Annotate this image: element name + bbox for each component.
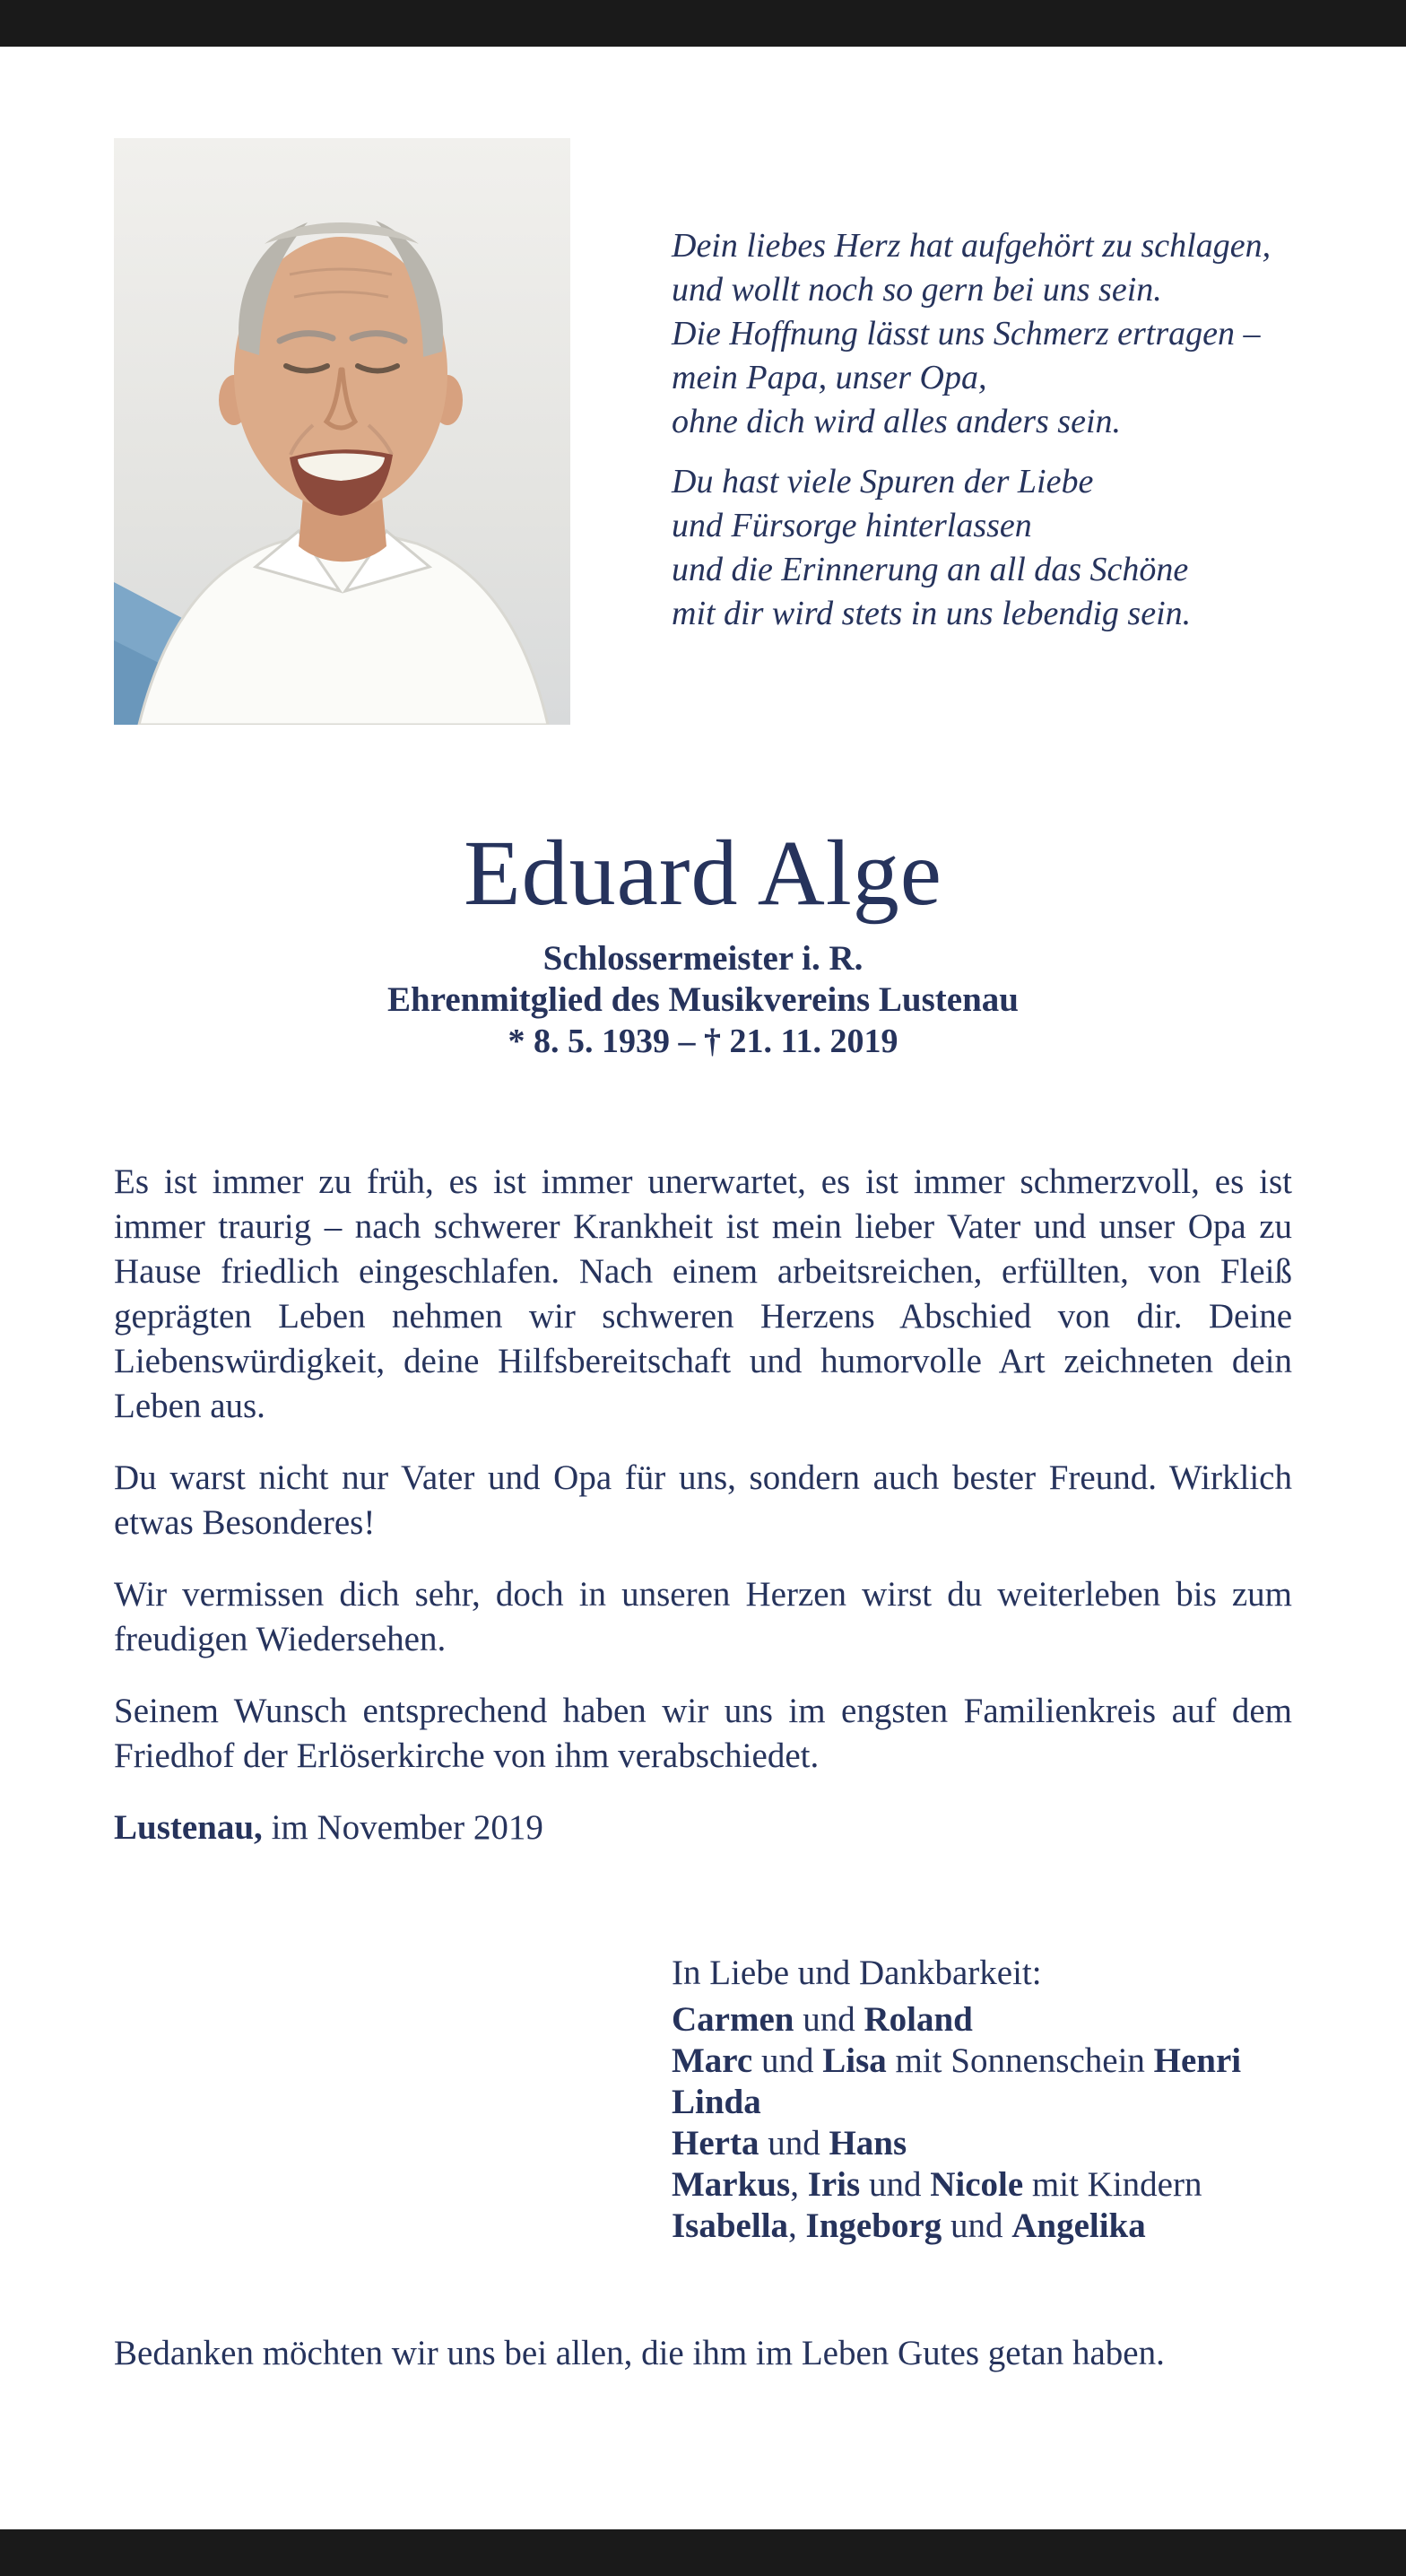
portrait-photo (114, 138, 570, 725)
text-segment: Angelika (1011, 2206, 1146, 2246)
text-segment: Iris (807, 2165, 861, 2205)
text-segment: mit Sonnenschein (886, 2041, 1154, 2081)
text-segment: Isabella (672, 2206, 789, 2246)
closing-heading: In Liebe und Dankbarkeit: (672, 1954, 1042, 1993)
family-line (672, 2082, 1292, 2123)
poem-line: und wollt noch so gern bei uns sein. (672, 271, 1162, 309)
deceased-honor: Ehrenmitglied des Musikvereins Lustenau (387, 980, 1019, 1020)
poem-line: und Fürsorge hinterlassen (672, 507, 1032, 544)
body-paragraph: Seinem Wunsch entsprechend haben wir uns im engsten Familienkreis auf dem Friedhof der Erlöserkirche von ihm verabschiedet. (114, 1692, 1292, 1776)
family-line (672, 2123, 1292, 2164)
text-segment: und (794, 2000, 864, 2040)
thanks-line: Bedanken möchten wir uns bei allen, die ihm im Leben Gutes getan haben. (114, 2334, 1165, 2373)
text-segment: Hans (829, 2124, 907, 2163)
memorial-poems (672, 224, 1271, 725)
text-segment: Henri (1153, 2041, 1242, 2081)
text-segment: , (788, 2206, 806, 2246)
deceased-name-block (114, 822, 1292, 1063)
bottom-black-bar (0, 2529, 1406, 2576)
obituary-content (0, 138, 1406, 2376)
text-segment: mit Kindern (1023, 2165, 1202, 2205)
poem-line: und die Erinnerung an all das Schöne (672, 551, 1189, 588)
poem-line: Dein liebes Herz hat aufgehört zu schlagen, (672, 227, 1271, 265)
family-line (672, 2164, 1292, 2206)
body-paragraph: Es ist immer zu früh, es ist immer unerwartet, es ist immer schmerzvoll, es ist immer traurig – nach schwerer Krankheit ist mein lieber Vater und unser Opa zu Hause friedlich eingeschlafen. Nach einem arbeitsreichen, erfüllten, von Fleiß geprägten Leben nehmen wir schweren Herzens Abschied von dir. Deine Liebenswürdigkeit, deine Hilfsbereitschaft und humorvolle Art zeichneten dein Leben aus. (114, 1162, 1292, 1426)
poem-first (672, 224, 1271, 444)
text-segment: Marc (672, 2041, 753, 2081)
obituary-body (114, 1160, 1292, 1779)
place-dateline (114, 1806, 1292, 1850)
family-line (672, 2206, 1292, 2247)
poem-line: ohne dich wird alles anders sein. (672, 403, 1121, 440)
text-segment: Lisa (822, 2041, 887, 2081)
text-segment: Linda (672, 2083, 761, 2122)
text-segment: , (790, 2165, 808, 2205)
header-row (114, 138, 1292, 725)
family-line (672, 1999, 1292, 2041)
closing-block (672, 1951, 1292, 2247)
poem-line: Du hast viele Spuren der Liebe (672, 463, 1094, 500)
portrait-illustration (114, 138, 570, 725)
text-segment: und (942, 2206, 1012, 2246)
top-black-bar (0, 0, 1406, 47)
poem-line: mein Papa, unser Opa, (672, 359, 987, 396)
text-segment: Markus (672, 2165, 791, 2205)
text-segment: im November 2019 (262, 1808, 543, 1848)
text-segment: Nicole (930, 2165, 1024, 2205)
poem-line: mit dir wird stets in uns lebendig sein. (672, 595, 1192, 632)
deceased-profession: Schlossermeister i. R. (542, 939, 864, 979)
text-segment: und (860, 2165, 931, 2205)
birth-death-dates: * 8. 5. 1939 – † 21. 11. 2019 (508, 1023, 898, 1061)
text-segment: und (759, 2124, 829, 2163)
poem-second (672, 460, 1271, 636)
text-segment: Herta (672, 2124, 759, 2163)
text-segment: und (752, 2041, 823, 2081)
text-segment: Roland (864, 2000, 973, 2040)
text-segment: Lustenau, (114, 1808, 263, 1848)
body-paragraph: Wir vermissen dich sehr, doch in unseren Herzen wirst du weiterleben bis zum freudigen Wiedersehen. (114, 1575, 1292, 1659)
deceased-name: Eduard Alge (464, 822, 942, 925)
text-segment: Carmen (672, 2000, 794, 2040)
family-line (672, 2041, 1292, 2082)
poem-line: Die Hoffnung lässt uns Schmerz ertragen – (672, 315, 1261, 352)
text-segment: Ingeborg (805, 2206, 942, 2246)
body-paragraph: Du warst nicht nur Vater und Opa für uns, sondern auch bester Freund. Wirklich etwas Besonderes! (114, 1458, 1292, 1543)
